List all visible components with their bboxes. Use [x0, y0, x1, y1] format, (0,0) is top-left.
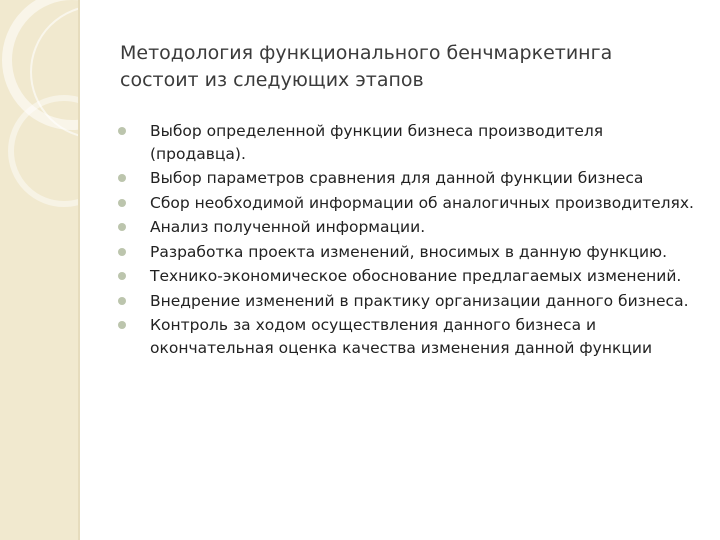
- list-item-text: Разработка проекта изменений, вносимых в данную функцию.: [150, 242, 668, 261]
- list-item-text: Внедрение изменений в практику организации данного бизнеса.: [150, 291, 689, 310]
- list-item: [118, 290, 698, 313]
- list-item-text: Контроль за ходом осуществления данного бизнеса и окончательная оценка качества изменения данной функции: [150, 316, 653, 357]
- slide-title-line: состоит из следующих этапов: [120, 69, 424, 91]
- bullet-icon: [118, 127, 126, 135]
- bullet-icon: [118, 174, 126, 182]
- list-item-text: Сбор необходимой информации об аналогичных производителях.: [150, 193, 694, 212]
- decorative-side-strip: [0, 0, 78, 540]
- list-item-text: Анализ полученной информации.: [150, 218, 426, 236]
- bullet-icon: [118, 321, 126, 329]
- list-item: [118, 167, 698, 190]
- list-item-text: Выбор параметров сравнения для данной функции бизнеса: [150, 169, 644, 187]
- list-item: [118, 265, 698, 288]
- slide-title-line: Методология функционального бенчмаркетинга: [120, 42, 613, 64]
- bullet-list: [118, 120, 698, 361]
- bullet-icon: [118, 297, 126, 305]
- list-item: [118, 314, 698, 359]
- list-item: [118, 241, 698, 264]
- list-item-text: Технико-экономическое обоснование предлагаемых изменений.: [150, 267, 682, 285]
- list-item-text: Выбор определенной функции бизнеса производителя (продавца).: [150, 122, 604, 163]
- bullet-icon: [118, 248, 126, 256]
- bullet-icon: [118, 223, 126, 231]
- side-divider: [78, 0, 80, 540]
- bullet-icon: [118, 272, 126, 280]
- slide-title: [120, 40, 680, 94]
- list-item: [118, 192, 698, 215]
- list-item: [118, 216, 698, 239]
- bullet-icon: [118, 199, 126, 207]
- list-item: [118, 120, 698, 165]
